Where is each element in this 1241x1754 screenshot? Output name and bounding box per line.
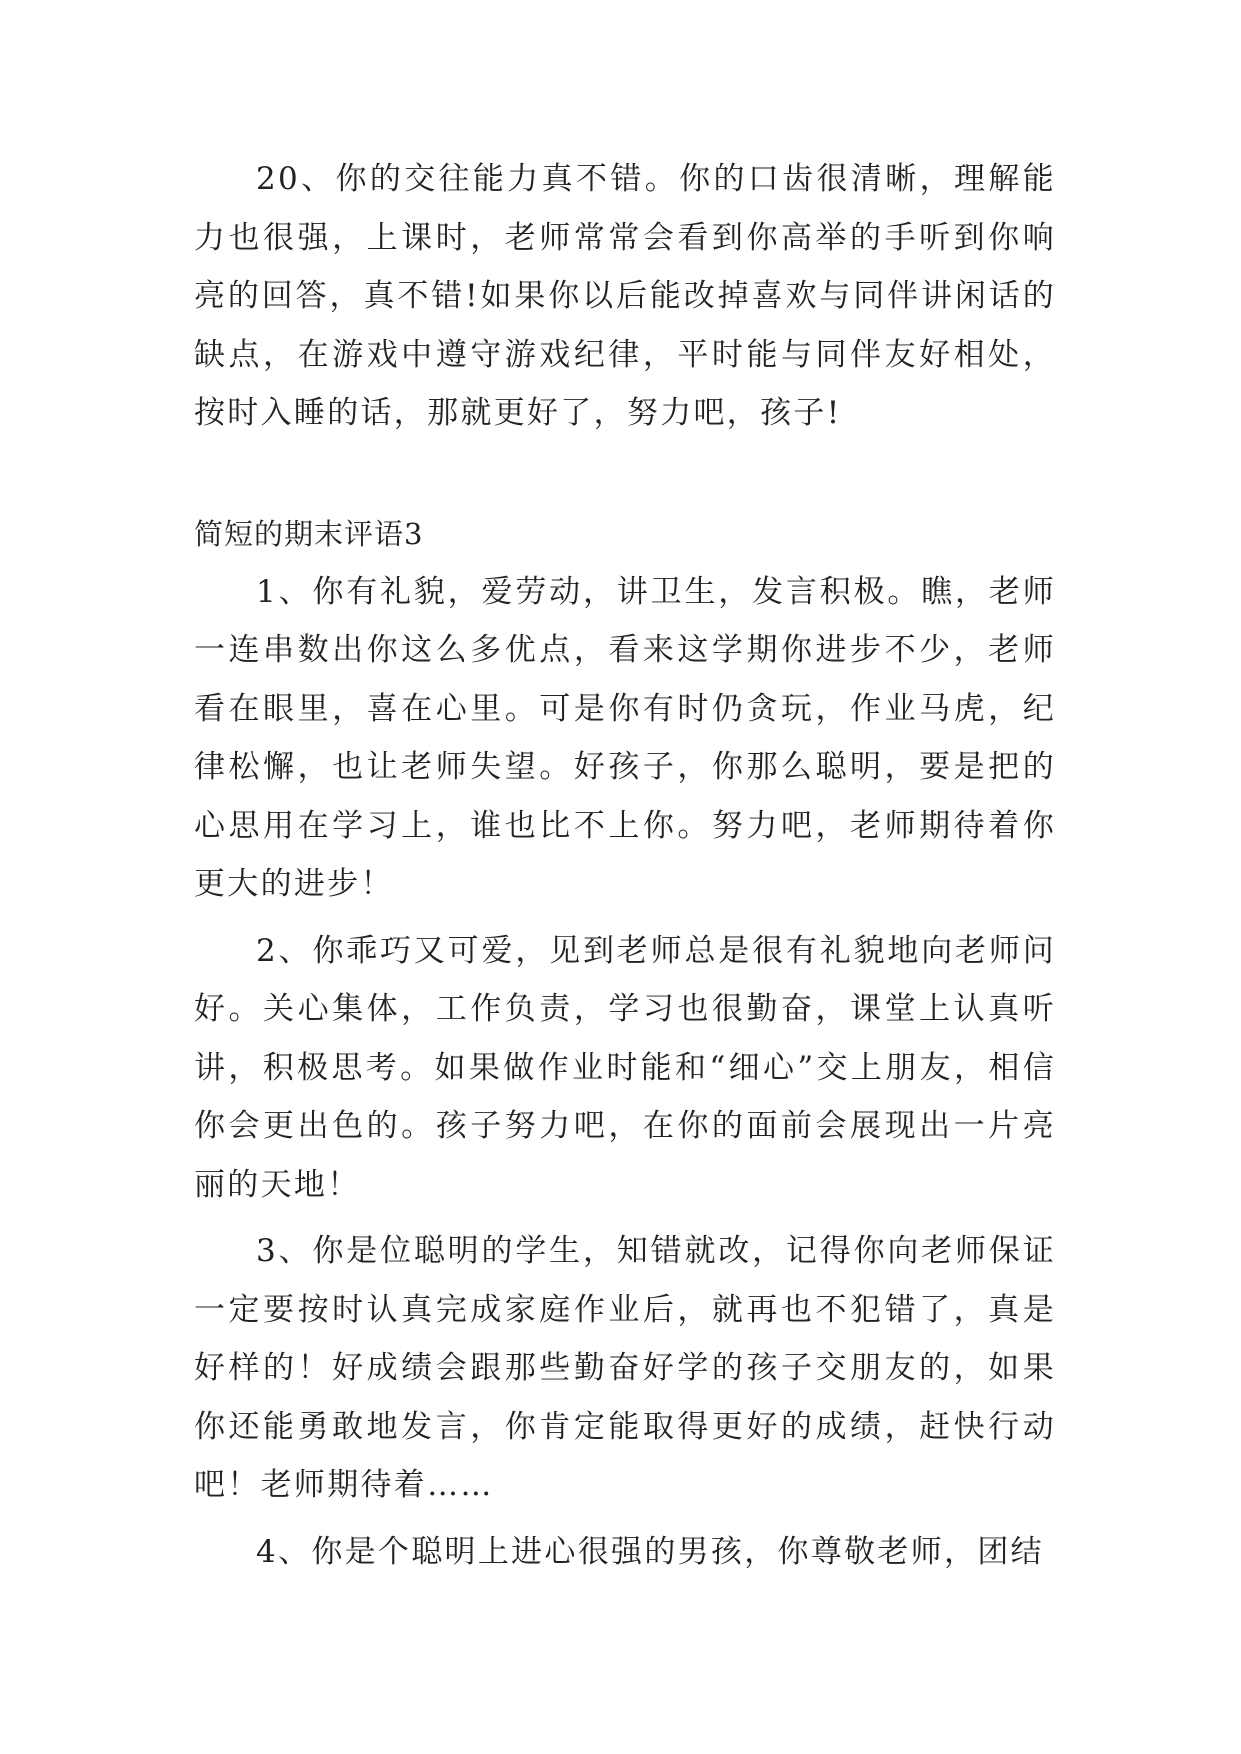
paragraph-spacer: [194, 1515, 1056, 1523]
paragraph-3: 3、你是位聪明的学生，知错就改，记得你向老师保证一定要按时认真完成家庭作业后，就再也不犯错了，真是好样的！好成绩会跟那些勤奋好学的孩子交朋友的，如果你还能勇敢地发言，你肯定能取得更好的成绩，赶快行动吧！老师期待着……: [194, 1233, 1056, 1503]
paragraph-2: 2、你乖巧又可爱，见到老师总是很有礼貌地向老师问好。关心集体，工作负责，学习也很勤奋，课堂上认真听讲，积极思考。如果做作业时能和“细心”交上朋友，相信你会更出色的。孩子努力吧，在你的面前会展现出一片亮丽的天地！: [194, 932, 1056, 1203]
paragraph-spacer: [194, 1214, 1056, 1222]
paragraph-spacer: [194, 914, 1056, 922]
section-heading: 简短的期末评语3: [194, 516, 424, 551]
paragraph-1: 1、你有礼貌，爱劳动，讲卫生，发言积极。瞧，老师一连串数出你这么多优点，看来这学期你进步不少，老师看在眼里，喜在心里。可是你有时仍贪玩，作业马虎，纪律松懈，也让老师失望。好孩子，你那么聪明，要是把的心思用在学习上，谁也比不上你。努力吧，老师期待着你更大的进步！: [194, 573, 1056, 902]
paragraph-4: 4、你是个聪明上进心很强的男孩，你尊敬老师，团结: [256, 1533, 1044, 1570]
paragraph-20: 20、你的交往能力真不错。你的口齿很清晰，理解能力也很强，上课时，老师常常会看到你高举的手听到你响亮的回答，真不错!如果你以后能改掉喜欢与同伴讲闲话的缺点，在游戏中遵守游戏纪律，平时能与同伴友好相处，按时入睡的话，那就更好了，努力吧，孩子!: [194, 161, 1056, 431]
section-spacer: [194, 443, 1056, 505]
document-body: [194, 150, 1056, 1581]
